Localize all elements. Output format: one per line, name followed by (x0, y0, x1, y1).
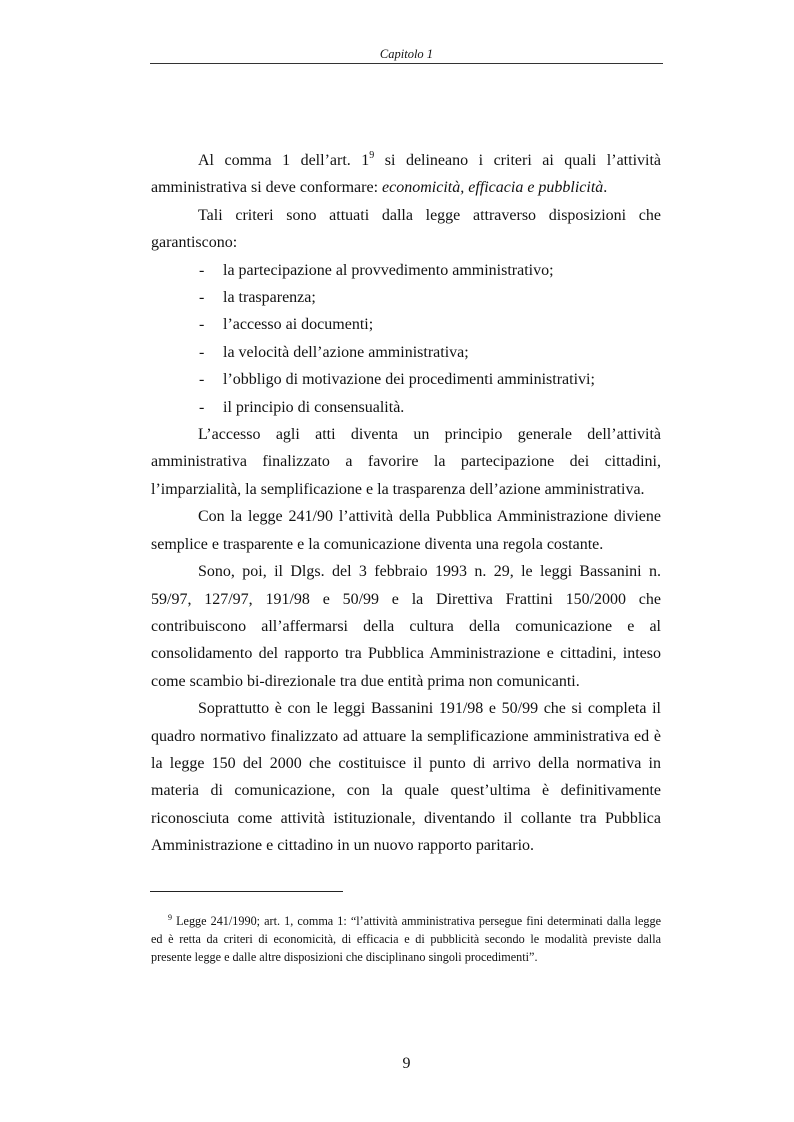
paragraph-3: L’accesso agli atti diventa un principio generale dell’attività amministrativa finalizzato a favorire la partecipazione dei cittadini, l’imparzialità, la semplificazione e la trasparenza dell’azione amministrativa. (151, 426, 661, 498)
list-item-text: l’accesso ai documenti; (223, 316, 374, 334)
list-item-text: l’obbligo di motivazione dei procedimenti amministrativi; (223, 371, 595, 389)
list-item (151, 339, 661, 366)
list-item (151, 284, 661, 311)
footnote-text: Legge 241/1990; art. 1, comma 1: “l’attività amministrativa persegue fini determinati dalla legge ed è retta da criteri di economicità, di efficacia e di pubblicità secondo le modalità previste dalla presente legge e dalle altre disposizioni che disciplinano singoli procedimenti”. (151, 914, 661, 965)
paragraph-1-start: Al comma 1 dell’art. 1 (198, 152, 370, 169)
footnote-reference[interactable]: 9 (369, 150, 375, 161)
main-text (151, 147, 661, 860)
paragraph-1-end: . (603, 179, 608, 197)
list-dash: - (199, 261, 205, 279)
list-item (151, 257, 661, 284)
list-item (151, 366, 661, 393)
paragraph-6: Soprattutto è con le leggi Bassanini 191/98 e 50/99 che si completa il quadro normativo finalizzato ad attuare la semplificazione amministrativa ed è la legge 150 del 2000 che costituisce il punto di arrivo della normativa in materia di comunicazione, con la quale quest’ultima è definitivamente riconosciuta come attività istituzionale, diventando il collante tra Pubblica Amministrazione e cittadino in un nuovo rapporto paritario. (151, 700, 661, 855)
list-dash: - (199, 343, 205, 361)
paragraph-4: Con la legge 241/90 l’attività della Pubblica Amministrazione diviene semplice e trasparente e la comunicazione diventa una regola costante. (151, 508, 661, 553)
list-dash: - (199, 371, 205, 389)
paragraph-2: Tali criteri sono attuati dalla legge attraverso disposizioni che garantiscono: (151, 206, 661, 252)
list-item-text: la partecipazione al provvedimento amministrativo; (223, 261, 554, 279)
paragraph-1-middle: si delineano i criteri ai quali l’attività amministrativa si deve conformare: (151, 152, 662, 197)
list-item-text: la trasparenza; (223, 289, 316, 307)
list-dash: - (199, 289, 205, 307)
footnote-separator (150, 891, 343, 892)
list-item-text: il principio di consensualità. (223, 398, 405, 416)
criteria-emphasis: economicità, efficacia e pubblicità (382, 179, 604, 197)
paragraph-1 (151, 147, 661, 202)
running-header: Capitolo 1 (379, 47, 434, 61)
footnote-number: 9 (168, 913, 172, 922)
paragraph-5: Sono, poi, il Dlgs. del 3 febbraio 1993 n. 29, le leggi Bassanini n. 59/97, 127/97, 191/98 e 50/99 e la Direttiva Frattini 150/2000 che contribuiscono all’affermarsi della cultura della comunicazione e al consolidamento del rapporto tra Pubblica Amministrazione e cittadini, inteso come scambio bi-direzionale tra due entità prima non comunicanti. (151, 563, 661, 690)
list-item (151, 394, 661, 421)
list-dash: - (199, 398, 205, 416)
criteria-list (151, 257, 661, 421)
list-item (151, 311, 661, 338)
header-rule (150, 63, 663, 64)
page-number: 9 (402, 1055, 411, 1072)
list-item-text: la velocità dell’azione amministrativa; (223, 343, 469, 361)
footnote (151, 912, 661, 967)
list-dash: - (199, 316, 205, 334)
